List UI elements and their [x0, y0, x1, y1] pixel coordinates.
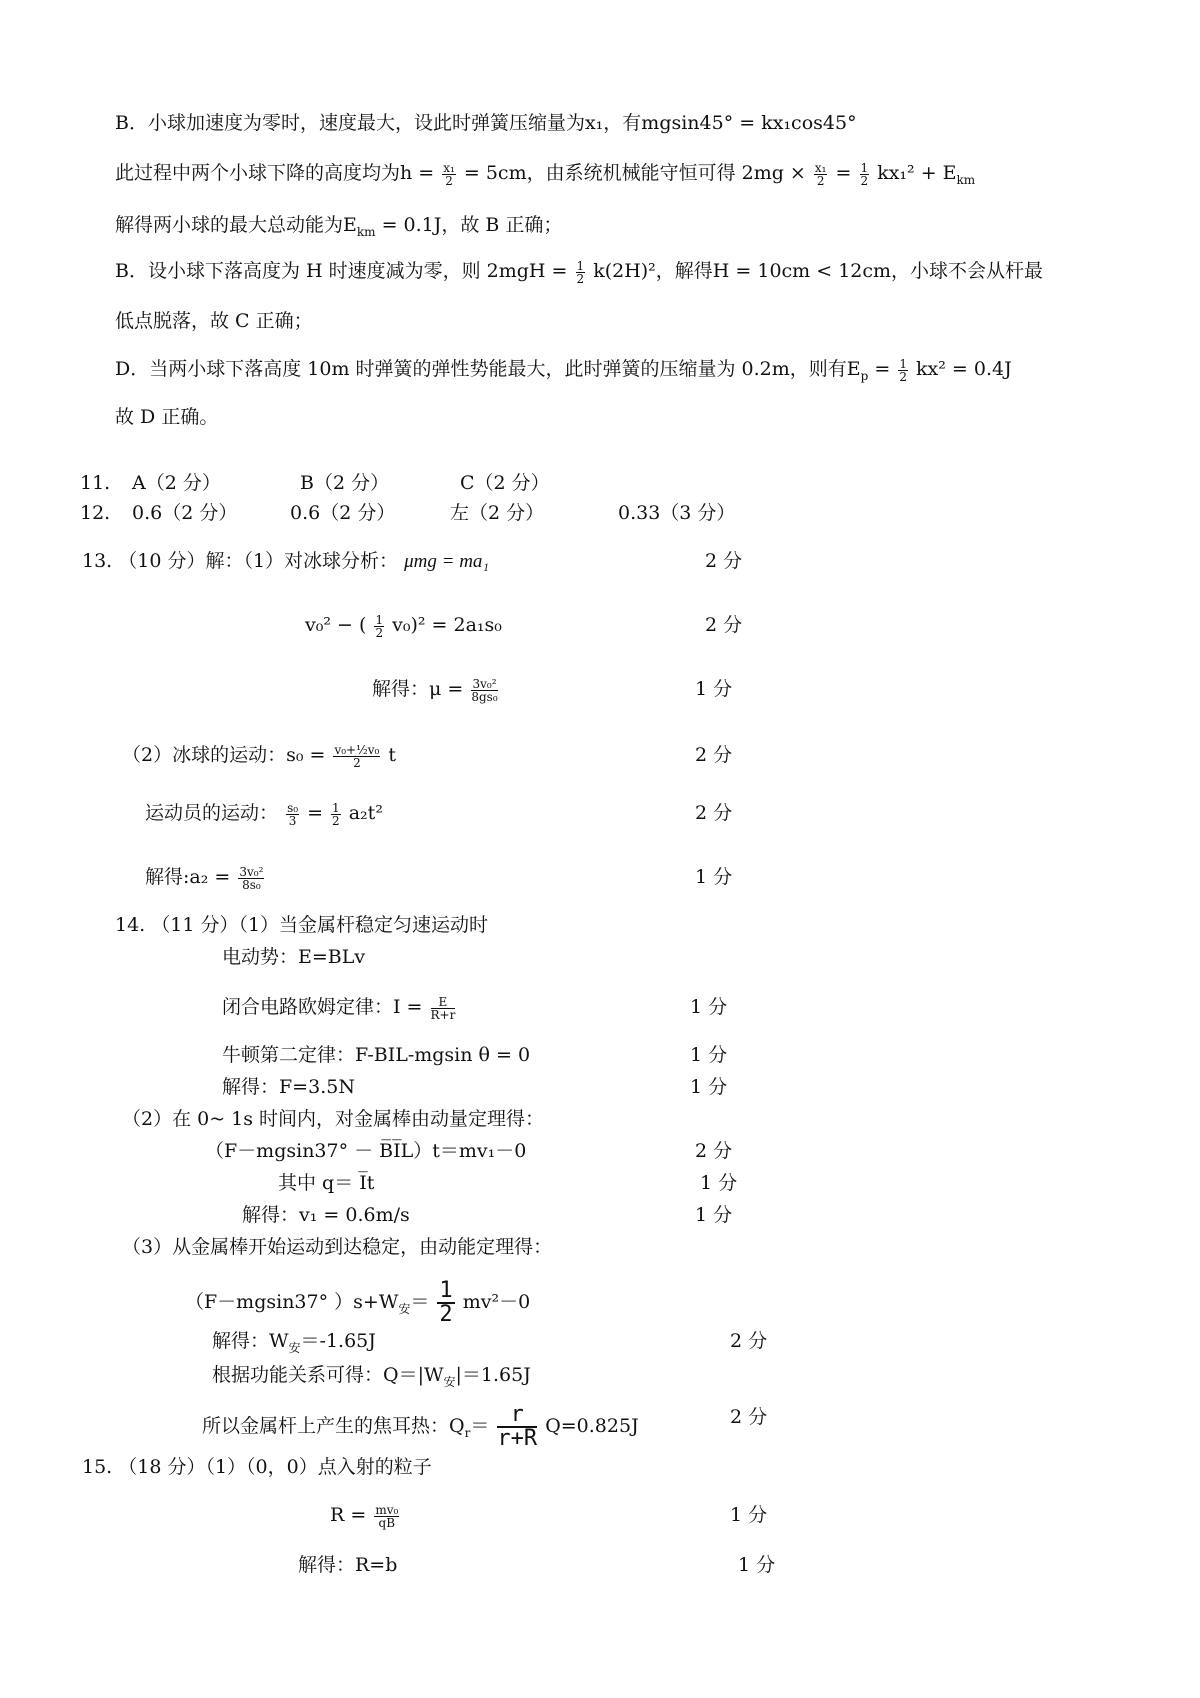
- equation: 解得：μ = $\frac{\text{3v₀²}}{\text{8gs₀}}$: [372, 676, 498, 704]
- fraction: $\frac{\text{mv₀}}{qB}$: [375, 1502, 399, 1530]
- equation: 电动势：E=BLv: [222, 946, 366, 968]
- answer-item: C（2 分）: [460, 472, 550, 494]
- text-line: （3）从金属棒开始运动到达稳定，由动能定理得：: [122, 1236, 553, 1258]
- fraction: $\frac{\text{3v₀²}}{\text{8s₀}}$: [239, 864, 264, 892]
- score: 1 分: [730, 1504, 768, 1526]
- equation: 根据功能关系可得：$Q=|W_安|=1.65J$: [212, 1364, 531, 1389]
- answer-item: 0.6（2 分）: [132, 502, 238, 524]
- equation: （2）冰球的运动：s₀ = $\frac{\text{v₀+½v₀}}{2}$ t: [122, 742, 397, 770]
- text-line: 解得两小球的最大总动能为$E_{km} = 0.1J$，故 B 正确；: [115, 214, 563, 239]
- text-line: B．设小球下落高度为 H 时速度减为零，则 2mgH = $\frac{1}{2}$ k(2H)²，解得H = 10cm < 12cm，小球不会从杆最: [115, 258, 1044, 286]
- fraction: $\frac{\text{3v₀²}}{\text{8gs₀}}$: [471, 676, 498, 704]
- question-number: 11.: [80, 472, 111, 494]
- equation: 所以金属杆上产生的焦耳热：$Q_r=$ $\frac{r}{r+R}$ Q=0.825J: [202, 1402, 639, 1451]
- score: 2 分: [695, 1140, 733, 1162]
- fraction: $\frac{1}{2}$: [375, 612, 384, 640]
- score: 1 分: [695, 1204, 733, 1226]
- answer-item: 左（2 分）: [450, 502, 545, 524]
- score: 2 分: [695, 744, 733, 766]
- fraction: $\frac{\text{x₁}}{2}$: [443, 160, 455, 188]
- fraction: $\frac{1}{2}$: [860, 160, 869, 188]
- fraction: $\frac{r}{r+R}$: [497, 1402, 538, 1451]
- equation: 解得:a₂ = $\frac{\text{3v₀²}}{\text{8s₀}}$: [145, 864, 264, 892]
- score: 2 分: [695, 802, 733, 824]
- fraction: $\frac{1}{2}$: [439, 1278, 453, 1327]
- equation: R = $\frac{\text{mv₀}}{qB}$: [330, 1502, 399, 1530]
- score: 1 分: [738, 1554, 776, 1576]
- score: 1 分: [695, 678, 733, 700]
- fraction: $\frac{\text{x₁}}{2}$: [814, 160, 827, 188]
- fraction: $\frac{1}{2}$: [899, 356, 907, 384]
- fraction: $\frac{\text{v₀+½v₀}}{2}$: [334, 742, 380, 770]
- equation: 其中 q＝ I̅t: [278, 1172, 375, 1194]
- answer-item: B（2 分）: [300, 472, 390, 494]
- equation: 牛顿第二定律：F-BIL-mgsin θ = 0: [222, 1044, 531, 1066]
- question-header: 14. （11 分）（1）当金属杆稳定匀速运动时: [115, 914, 489, 936]
- text-line: 此过程中两个小球下降的高度均为h = $\frac{\text{x₁}}{2}$ = 5cm，由系统机械能守恒可得 2mg × $\frac{\text{x₁}}{2}$ = $\frac{1}{2}$ $kx_1^2 + E_{km}$: [115, 160, 976, 188]
- question-header: 15. （18 分）（1）（0，0）点入射的粒子: [82, 1456, 432, 1478]
- equation: （F－mgsin37° － B̅I̅L）t＝mv₁－0: [205, 1140, 527, 1162]
- equation: 运动员的运动： $\frac{\text{s₀}}{3}$ = $\frac{1}{2}$ a₂t²: [145, 800, 383, 828]
- text-line: B．小球加速度为零时，速度最大，设此时弹簧压缩量为x₁，有mgsin45° = kx₁cos45°: [115, 112, 857, 134]
- equation: 解得：$W_安=-1.65J$: [212, 1330, 376, 1355]
- score: 2 分: [730, 1330, 768, 1352]
- equation: 闭合电路欧姆定律：I = $\frac{E}{R+r}$: [222, 994, 456, 1022]
- text-line: （2）在 0~ 1s 时间内，对金属棒由动量定理得：: [122, 1108, 545, 1130]
- score: 1 分: [700, 1172, 738, 1194]
- score: 1 分: [695, 866, 733, 888]
- question-number: 12.: [80, 502, 111, 524]
- score: 1 分: [690, 1044, 728, 1066]
- score: 1 分: [690, 996, 728, 1018]
- answer-item: 0.6（2 分）: [290, 502, 396, 524]
- answer-item: A（2 分）: [132, 472, 221, 494]
- fraction: $\frac{\text{s₀}}{3}$: [287, 800, 299, 828]
- score: 1 分: [690, 1076, 728, 1098]
- equation: （F－mgsin37° ）$s+W_安=$ $\frac{1}{2}$ mv²－0: [185, 1278, 531, 1327]
- equation: 解得：R=b: [298, 1554, 398, 1576]
- equation: 解得：v₁ = 0.6m/s: [242, 1204, 410, 1226]
- fraction: $\frac{1}{2}$: [576, 258, 585, 286]
- score: 2 分: [730, 1406, 768, 1428]
- text-line: D．当两小球下落高度 10m 时弹簧的弹性势能最大，此时弹簧的压缩量为 0.2m，则有$E_p$ = $\frac{1}{2}$ kx² = 0.4J: [115, 356, 1012, 384]
- score: 2 分: [705, 550, 743, 572]
- score: 2 分: [705, 614, 743, 636]
- text-line: 低点脱落，故 C 正确；: [115, 310, 313, 332]
- equation: v₀² − ( $\frac{1}{2}$ v₀)² = 2a₁s₀: [305, 612, 502, 640]
- equation: 解得：F=3.5N: [222, 1076, 355, 1098]
- answer-item: 0.33（3 分）: [618, 502, 736, 524]
- fraction: $\frac{E}{R+r}$: [430, 994, 456, 1022]
- text-line: 故 D 正确。: [115, 406, 219, 428]
- question-header: 13. （10 分）解：（1）对冰球分析： μmg = ma₁: [82, 550, 490, 572]
- fraction: $\frac{1}{2}$: [332, 800, 340, 828]
